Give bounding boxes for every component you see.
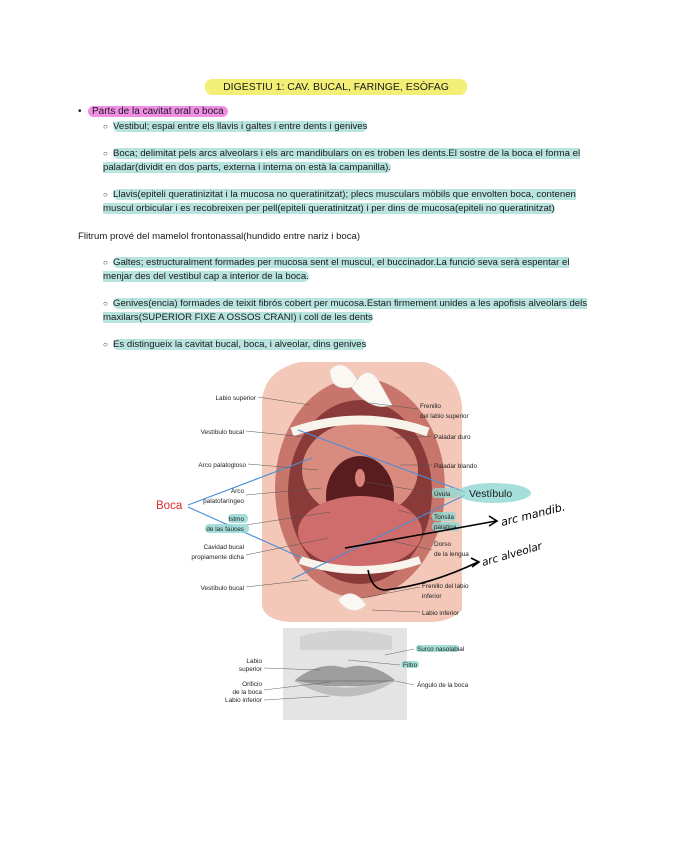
sub-bullet: ○ xyxy=(103,190,108,199)
label-cavidad-bucal: Cavidad bucal xyxy=(203,544,244,551)
sub-bullet: ○ xyxy=(103,258,108,267)
label-paladar-duro: Paladar duro xyxy=(434,434,471,441)
label-arco: Arco xyxy=(230,488,244,495)
label-lips-labio: Labio xyxy=(246,658,262,665)
sub-bullet: ○ xyxy=(103,122,108,131)
handwritten-arc-alveolar: arc alveolar xyxy=(480,540,544,569)
item-boca-text: Boca; delimitat pels arcs alveolars i els arc mandibulars on es troben les dents.El sostre de la boca el forma el paladar(dividit en dos parts, externa i interna on està la campanilla). xyxy=(103,148,581,173)
boca-annotation: Boca xyxy=(156,500,183,512)
label-angulo-boca: Ángulo de la boca xyxy=(417,682,469,689)
label-lips-orificio: Orificio xyxy=(242,681,262,688)
label-vestibulo-bucal: Vestíbulo bucal xyxy=(200,429,244,436)
label-lips-de-la-boca: de la boca xyxy=(232,689,262,696)
label-frenillo: Frenillo xyxy=(420,403,441,410)
label-del-labio-superior: del labio superior xyxy=(420,413,469,420)
label-uvula: Úvula xyxy=(434,491,451,498)
vestibulo-annotation: Vestíbulo xyxy=(469,488,513,500)
item-llavis-text: Llavis(epiteli queratinizitat i la mucosa no queratinitzat); plecs musculars mòbils que envolten boca, contenen muscul orbicular i es recobreixen per pell(epiteli queratinitzat) i per dins de mucosa(epiteli no queratinitzat) xyxy=(103,189,576,214)
parts-heading: Parts de la cavitat oral o boca xyxy=(88,106,228,117)
label-vestibulo-bucal-inf: Vestíbulo bucal xyxy=(200,585,244,592)
label-arco-palatogloso: Arco palatogloso xyxy=(198,462,246,469)
label-palatofaringeo: palatofaríngeo xyxy=(203,498,244,505)
sub-bullet: ○ xyxy=(103,149,108,158)
sub-bullet: ○ xyxy=(103,299,108,308)
item-genives-text: Genives(encia) formades de teixit fibrós cobert per mucosa.Estan firmement unides a les apofisis alveolars dels maxilars(SUPERIOR FIXE A OSSOS CRANI) i coll de les dents xyxy=(103,298,588,323)
item-galtes-text: Galtes; estructuralment formades per mucosa sent el muscul, el buccinador.La funció seva serà espentar el menjar des del vestibul cap a interior de la boca. xyxy=(103,257,570,282)
item-vestibul-text: Vestibul; espai entre els llavis i galtes i entre dents i genives xyxy=(113,121,368,132)
label-labio-superior: Labio superior xyxy=(215,395,256,402)
label-propiamente-dicha: propiamente dicha xyxy=(191,554,244,561)
label-palatina: palatina xyxy=(434,524,457,531)
label-filtro: Filtro xyxy=(403,662,418,669)
left-labels xyxy=(191,395,256,592)
page-title: DIGESTIU 1: CAV. BUCAL, FARINGE, ESÒFAG xyxy=(205,79,467,95)
label-surco-nasolabial: Surco nasolabial xyxy=(417,646,465,653)
label-frenillo-labio-inferior: Frenillo del labio xyxy=(422,583,469,590)
label-inferior: inferior xyxy=(422,593,442,600)
label-tonsila: Tonsila xyxy=(434,514,454,521)
sub-bullet: ○ xyxy=(103,340,108,349)
lips-illustration xyxy=(283,628,407,720)
label-dorso: Dorso xyxy=(434,541,452,548)
handwritten-arc-mandib: arc mandib. xyxy=(499,500,567,529)
label-lips-superior: superior xyxy=(238,666,262,673)
label-de-las-fauces: de las fauces xyxy=(206,526,244,533)
filtrum-line: Flitrum prové del mamelol frontonassal(hundido entre nariz i boca) xyxy=(78,231,361,242)
bullet-dot: • xyxy=(78,106,82,117)
item-distingueix-text: Es distingueix la cavitat bucal, boca, i alveolar, dins genives xyxy=(113,339,367,350)
label-istmo: Istmo xyxy=(228,516,244,523)
label-labio-inferior: Labio inferior xyxy=(422,610,459,617)
label-de-la-lengua: de la lengua xyxy=(434,551,469,558)
label-paladar-blando: Paladar blando xyxy=(434,463,477,470)
label-lips-labio-inferior: Labio inferior xyxy=(225,697,262,704)
